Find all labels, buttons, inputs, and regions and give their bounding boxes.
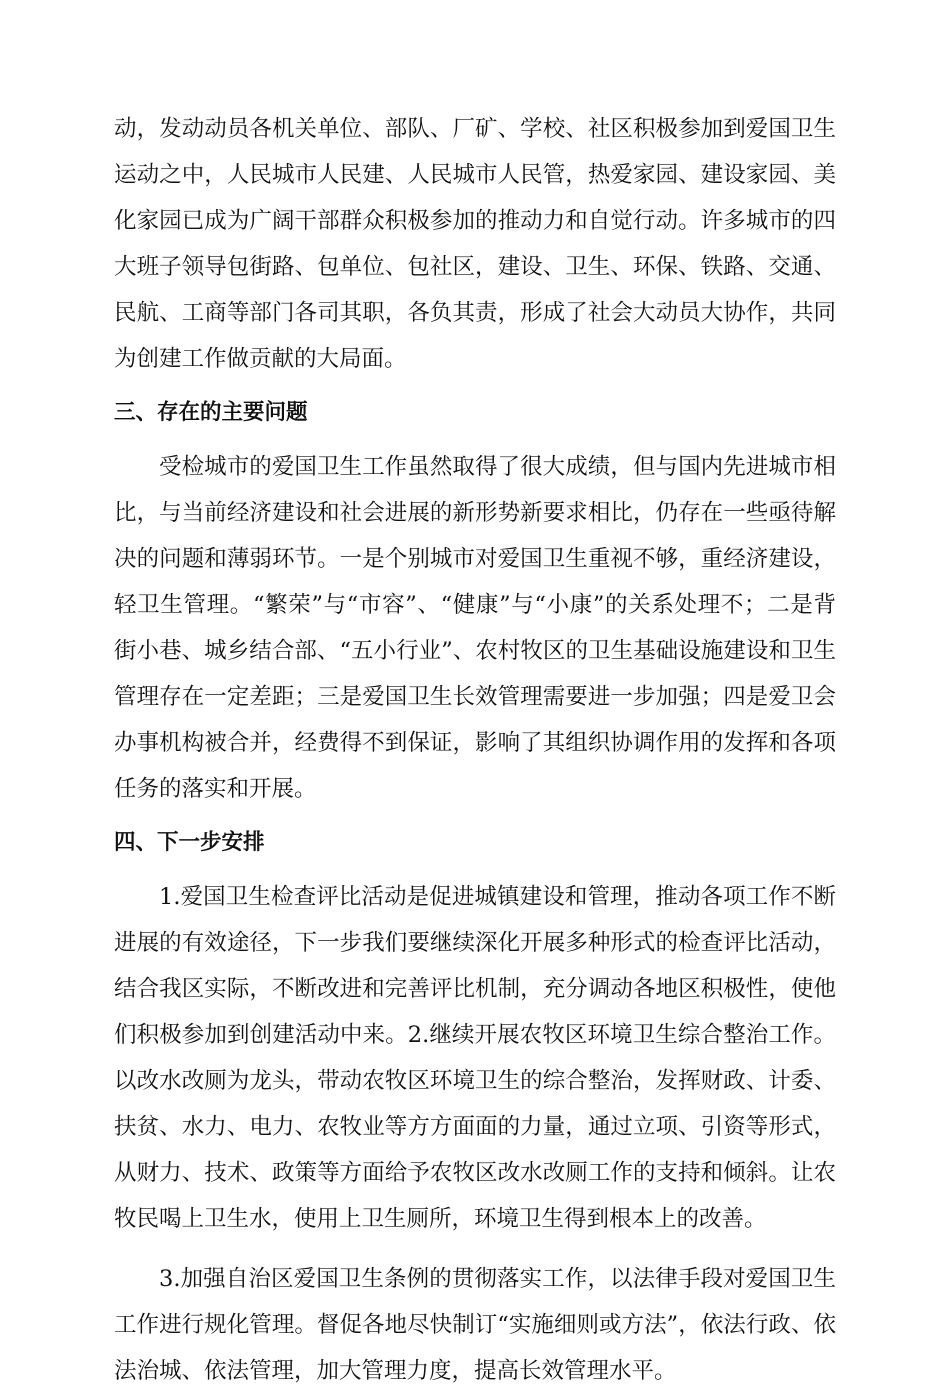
spacer [114, 1242, 836, 1256]
paragraph-next-steps-1-2: 1.爱国卫生检查评比活动是促进城镇建设和管理，推动各项工作不断进展的有效途径，下一步我们要继续深化开展多种形式的检查评比活动，结合我区实际，不断改进和完善评比机制，充分调动各地区积极性，使他们积极参加到创建活动中来。2.继续开展农牧区环境卫生综合整治工作。以改水改厕为龙头，带动农牧区环境卫生的综合整治，发挥财政、计委、扶贫、水力、电力、农牧业等方方面面的力量，通过立项、引资等形式，从财力、技术、政策等方面给予农牧区改水改厕工作的支持和倾斜。让农牧民喝上卫生水，使用上卫生厕所，环境卫生得到根本上的改善。 [114, 884, 836, 1232]
spacer [114, 436, 836, 444]
paragraph-next-steps-3: 3.加强自治区爱国卫生条例的贯彻落实工作，以法律手段对爱国卫生工作进行规化管理。督促各地尽快制订“实施细则或方法”，依法行政、依法治城、依法管理，加大管理力度，提高长效管理水平。 [114, 1266, 836, 1384]
document-page [114, 106, 836, 1394]
spacer [114, 812, 836, 820]
spacer [114, 866, 836, 874]
paragraph-continuation: 动，发动动员各机关单位、部队、厂矿、学校、社区积极参加到爱国卫生运动之中，人民城市人民建、人民城市人民管，热爱家园、建设家园、美化家园已成为广阔干部群众积极参加的推动力和自觉行动。许多城市的四大班子领导包街路、包单位、包社区，建设、卫生、环保、铁路、交通、民航、工商等部门各司其职，各负其责，形成了社会大动员大协作，共同为创建工作做贡献的大局面。 [114, 116, 836, 372]
spacer [114, 382, 836, 390]
section-heading-next-steps: 四、下一步安排 [114, 830, 265, 855]
section-heading-problems: 三、存在的主要问题 [114, 400, 308, 425]
paragraph-problems: 受检城市的爱国卫生工作虽然取得了很大成绩，但与国内先进城市相比，与当前经济建设和社会进展的新形势新要求相比，仍存在一些亟待解决的问题和薄弱环节。一是个别城市对爱国卫生重视不够，重经济建设，轻卫生管理。“繁荣”与“市容”、“健康”与“小康”的关系处理不；二是背街小巷、城乡结合部、“五小行业”、农村牧区的卫生基础设施建设和卫生管理存在一定差距；三是爱国卫生长效管理需要进一步加强；四是爱卫会办事机构被合并，经费得不到保证，影响了其组织协调作用的发挥和各项任务的落实和开展。 [114, 454, 836, 802]
